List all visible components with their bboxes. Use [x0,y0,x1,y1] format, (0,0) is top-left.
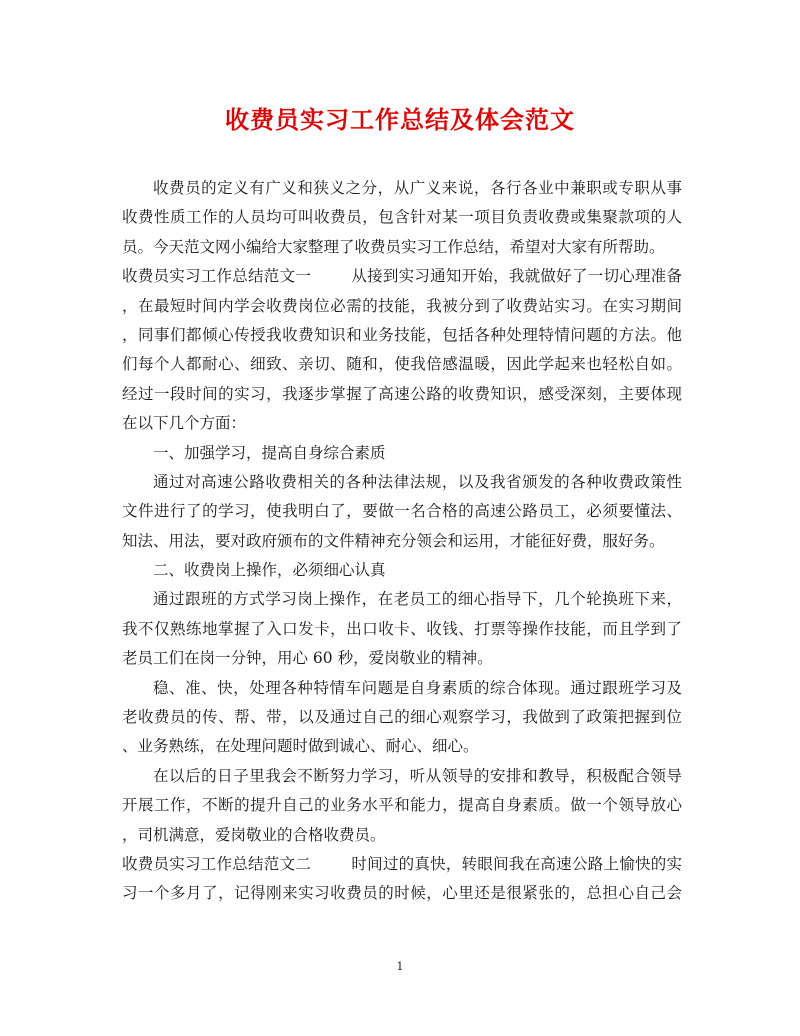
paragraph-line: 开展工作，不断的提升自己的业务水平和能力，提高自身素质。做一个领导放心 [122,796,682,815]
page-number: 1 [396,960,404,973]
paragraph-line: 收费性质工作的人员均可叫收费员，包含针对某一项目负责收费或集聚款项的人 [122,208,682,227]
document-body [122,174,682,909]
section-heading: 收费员实习工作总结范文二 [122,854,312,873]
paragraph-line: 老员工们在岗一分钟，用心 60 秒，爱岗敬业的精神。 [122,649,493,668]
paragraph-line: 收费员的定义有广义和狭义之分，从广义来说，各行各业中兼职或专职从事 [153,179,682,197]
paragraph-line: 经过一段时间的实习，我逐步掌握了高速公路的收费知识，感受深刻，主要体现 [122,384,682,403]
paragraph-line: ，在最短时间内学会收费岗位必需的技能，我被分到了收费站实习。在实习期间 [122,296,682,315]
paragraph-line: 习一个多月了，记得刚来实习收费员的时候，心里还是很紧张的，总担心自己会 [122,884,682,903]
paragraph-line: 们每个人都耐心、细致、亲切、随和，使我倍感温暖，因此学起来也轻松自如。 [122,355,682,374]
paragraph-line: 文件进行了的学习，使我明白了，要做一名合格的高速公路员工，必须要懂法、 [122,502,682,521]
paragraph-line: 老收费员的传、帮、带，以及通过自己的细心观察学习，我做到了政策把握到位 [122,708,682,727]
section-heading-line [122,262,682,291]
subheading: 二、收费岗上操作，必须细心认真 [153,561,386,580]
paragraph-line: 在以后的日子里我会不断努力学习，听从领导的安排和教导，积极配合领导 [153,766,682,785]
paragraph-line: 、业务熟练，在处理问题时做到诚心、耐心、细心。 [122,737,479,756]
section-heading-line [122,850,682,879]
paragraph-line: ，同事们都倾心传授我收费知识和业务技能，包括各种处理特情问题的方法。他 [122,325,682,344]
paragraph-line: 员。今天范文网小编给大家整理了收费员实习工作总结，希望对大家有所帮助。 [122,237,665,256]
paragraph-text: 时间过的真快，转眼间我在高速公路上愉快的实 [351,854,682,873]
paragraph-line: 通过对高速公路收费相关的各种法律法规，以及我省颁发的各种收费政策性 [153,472,682,491]
paragraph-line: 通过跟班的方式学习岗上操作，在老员工的细心指导下，几个轮换班下来， [153,590,682,609]
paragraph-line: 稳、准、快，处理各种特情车问题是自身素质的综合体现。通过跟班学习及 [153,678,682,697]
document-title: 收费员实习工作总结及体会范文 [225,105,575,134]
section-heading: 收费员实习工作总结范文一 [122,267,312,286]
paragraph-line: 我不仅熟练地掌握了入口发卡，出口收卡、收钱、打票等操作技能，而且学到了 [122,619,682,638]
paragraph-line: ，司机满意，爱岗敬业的合格收费员。 [122,825,386,844]
paragraph-text: 从接到实习通知开始，我就做好了一切心理准备 [351,267,682,286]
paragraph-line: 在以下几个方面： [122,414,247,433]
paragraph-line: 知法、用法，要对政府颁布的文件精神充分领会和运用，才能征好费，服好务。 [122,531,665,550]
subheading: 一、加强学习，提高自身综合素质 [153,443,386,462]
